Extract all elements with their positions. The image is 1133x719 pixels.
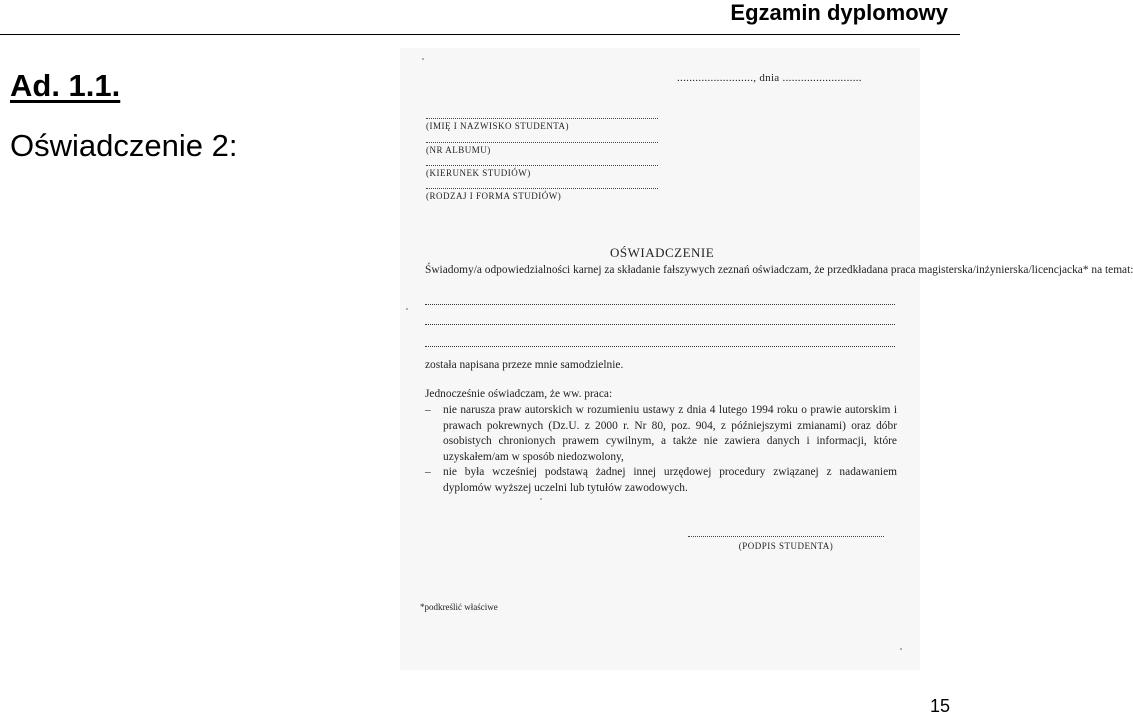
- scan-speck: [422, 58, 424, 60]
- scanned-document: [400, 48, 1133, 670]
- dotted-fill-line: [426, 188, 658, 189]
- field-label: (RODZAJ I FORMA STUDIÓW): [426, 191, 562, 201]
- date-line: ........................., dnia ..........................: [677, 72, 862, 84]
- scan-speck: [900, 648, 902, 650]
- field-field-of-study: [426, 165, 658, 178]
- topic-line-1: [425, 304, 895, 305]
- scan-speck: [540, 498, 542, 500]
- list-item: [425, 403, 897, 465]
- page-number: 15: [929, 696, 950, 716]
- declaration-intro: Świadomy/a odpowiedzialności karnej za składanie fałszywych zeznań oświadczam, że przedkładana praca magisterska/inżynierska/licencjacka* na temat:: [425, 264, 1133, 276]
- signature-label: (PODPIS STUDENTA): [738, 541, 834, 551]
- field-label: (NR ALBUMU): [426, 145, 491, 155]
- slide-subtitle: Oświadczenie 2:: [10, 128, 238, 163]
- list-item-text: nie była wcześniej podstawą żadnej innej urzędowej procedury związanej z nadawaniem dyplomów wyższej uczelni lub tytułów zawodowych.: [443, 466, 897, 494]
- topic-line-2: [425, 324, 895, 325]
- dotted-fill-line: [426, 118, 658, 119]
- footnote: *podkreślić właściwe: [420, 602, 498, 612]
- document-title: OŚWIADCZENIE: [610, 245, 715, 260]
- field-label: (IMIĘ I NAZWISKO STUDENTA): [426, 121, 570, 131]
- dotted-fill-line: [688, 536, 884, 537]
- dotted-fill-line: [426, 142, 658, 143]
- field-study-type: [426, 188, 658, 201]
- topic-line-3: [425, 346, 895, 347]
- list-item: [425, 465, 897, 496]
- header-divider: [0, 34, 960, 35]
- field-album-number: [426, 142, 658, 155]
- header-title: Egzamin dyplomowy: [730, 0, 948, 25]
- list-dash: –: [425, 404, 431, 416]
- signature-field: [688, 536, 884, 551]
- dotted-fill-line: [426, 165, 658, 166]
- declaration-list: [425, 403, 897, 496]
- field-label: (KIERUNEK STUDIÓW): [426, 168, 531, 178]
- list-item-text: nie narusza praw autorskich w rozumieniu ustawy z dnia 4 lutego 1994 roku o prawie autorskim i prawach pokrewnych (Dz.U. z 2000 r. Nr 80, poz. 904, z późniejszymi zmianami) oraz dóbr osobistych chronionych prawem cywilnym, a także nie zawiera danych i informacji, które uzyskałem/am w sposób niedozwolony,: [443, 404, 897, 463]
- written-independently-text: została napisana przeze mnie samodzielnie.: [425, 359, 624, 371]
- scan-speck: [406, 308, 408, 310]
- field-student-name: [426, 118, 658, 131]
- also-declare-text: Jednocześnie oświadczam, że ww. praca:: [425, 388, 613, 400]
- list-dash: –: [425, 466, 431, 478]
- section-title: Ad. 1.1.: [10, 68, 121, 103]
